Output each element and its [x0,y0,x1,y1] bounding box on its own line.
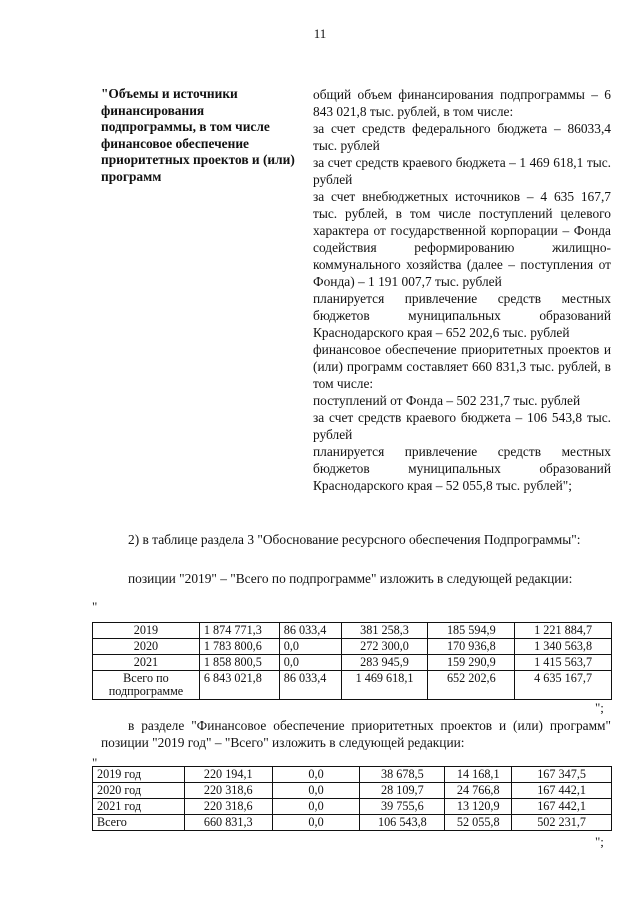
table-cell: 1 415 563,7 [515,655,612,671]
table-row [93,639,612,655]
table-cell: 38 678,5 [360,767,445,783]
table-cell: 0,0 [279,655,341,671]
table-cell: 13 120,9 [445,799,512,815]
priority-projects-table [92,766,612,831]
table-row [93,767,612,783]
table-cell: 14 168,1 [445,767,512,783]
table-row [93,623,612,639]
table-cell: 2021 [93,655,200,671]
table-cell: 86 033,4 [279,623,341,639]
table-cell: 0,0 [272,799,360,815]
table-cell: 652 202,6 [428,671,515,700]
table-cell: 220 194,1 [184,767,272,783]
table-cell: 6 843 021,8 [199,671,279,700]
table-cell: 167 347,5 [512,767,612,783]
table-cell: 283 945,9 [341,655,428,671]
text-line: за счет средств федерального бюджета – 86033,4 тыс. рублей [313,121,611,153]
table-cell: 0,0 [279,639,341,655]
open-quote: " [92,599,98,614]
table-cell: Всего [93,815,185,831]
table-cell: 2021 год [93,799,185,815]
table-cell: 52 055,8 [445,815,512,831]
table-cell: 660 831,3 [184,815,272,831]
table-cell: 2020 год [93,783,185,799]
table-cell: 86 033,4 [279,671,341,700]
table-cell: 106 543,8 [360,815,445,831]
text-line: общий объем финансирования подпрограммы – 6 843 021,8 тыс. рублей, в том числе: [313,87,611,119]
table-cell: 1 221 884,7 [515,623,612,639]
table-cell: 272 300,0 [341,639,428,655]
close-quote: "; [595,834,604,849]
table-cell: 0,0 [272,783,360,799]
table-cell: 1 783 800,6 [199,639,279,655]
table-cell: 502 231,7 [512,815,612,831]
table-cell: 2019 [93,623,200,639]
table-cell: 2019 год [93,767,185,783]
table-row [93,799,612,815]
financing-description [313,86,611,494]
table-cell: 4 635 167,7 [515,671,612,700]
table-row [93,783,612,799]
paragraph-positions: позиции "2019" – "Всего по подпрограмме" изложить в следующей редакции: [128,571,573,586]
close-quote: "; [595,700,604,715]
text-line: поступлений от Фонда – 502 231,7 тыс. рублей [313,393,581,408]
table-cell: 1 874 771,3 [199,623,279,639]
text-line: финансовое обеспечение приоритетных проектов и (или) программ составляет 660 831,3 тыс. рублей, в том числе: [313,342,611,391]
table-cell: 1 858 800,5 [199,655,279,671]
table-row [93,815,612,831]
table-cell: 159 290,9 [428,655,515,671]
table-row [93,671,612,700]
text-line: за счет внебюджетных источников – 4 635 167,7 тыс. рублей, в том числе поступлений целевого характера от государственной корпорации – Фонда содействия реформированию жилищно-коммунального хозяйства (далее – поступления от Фонда) – 1 191 007,7 тыс. рублей [313,189,611,289]
table-cell: 167 442,1 [512,799,612,815]
page-number: 11 [313,26,327,41]
table-cell: 220 318,6 [184,799,272,815]
text-line: планируется привлечение средств местных бюджетов муниципальных образований Краснодарского края – 652 202,6 тыс. рублей [313,291,611,340]
paragraph-item-2: 2) в таблице раздела 3 "Обоснование ресурсного обеспечения Подпрограммы": [128,532,581,547]
text-line: за счет средств краевого бюджета – 106 543,8 тыс. рублей [313,410,611,442]
table-row [93,655,612,671]
table-cell: 185 594,9 [428,623,515,639]
table-cell: 381 258,3 [341,623,428,639]
resource-table [92,622,612,700]
left-title: "Объемы и источники финансирования подпрограммы, в том числе финансовое обеспечение приоритетных проектов и (или) программ [101,86,295,184]
table-cell: 170 936,8 [428,639,515,655]
paragraph-section: в разделе "Финансовое обеспечение приоритетных проектов и (или) программ" позиции "2019 год" – "Всего" изложить в следующей редакции: [101,718,611,750]
table-cell: 167 442,1 [512,783,612,799]
table-cell: 0,0 [272,815,360,831]
table-cell: Всего по подпрограмме [93,671,200,700]
table-cell: 28 109,7 [360,783,445,799]
text-line: планируется привлечение средств местных бюджетов муниципальных образований Краснодарского края – 52 055,8 тыс. рублей"; [313,444,611,493]
table-cell: 39 755,6 [360,799,445,815]
text-line: за счет средств краевого бюджета – 1 469 618,1 тыс. рублей [313,155,611,187]
table-cell: 1 340 563,8 [515,639,612,655]
open-quote: " [92,755,98,770]
table-cell: 24 766,8 [445,783,512,799]
table-cell: 0,0 [272,767,360,783]
table-cell: 2020 [93,639,200,655]
table-cell: 220 318,6 [184,783,272,799]
table-cell: 1 469 618,1 [341,671,428,700]
